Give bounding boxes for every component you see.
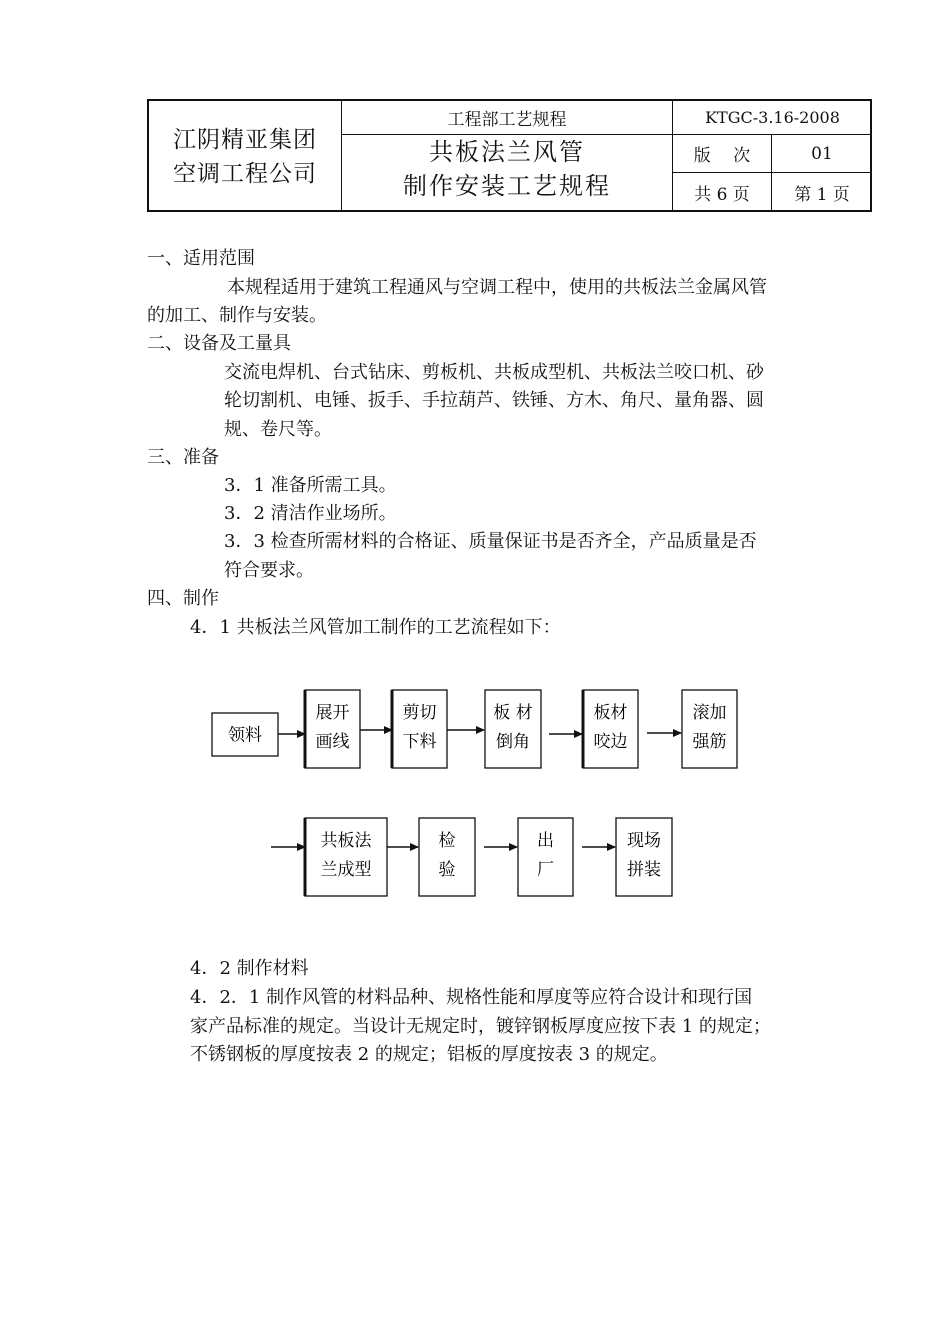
paragraph-line: 规、卷尺等。 [224, 419, 332, 440]
flow-box-label: 下料 [402, 732, 437, 752]
list-item: 3．1 准备所需工具。 [224, 475, 397, 496]
paragraph-line: 家产品标准的规定。当设计无规定时，镀锌钢板厚度应按下表 1 的规定； [190, 1016, 771, 1037]
paragraph-line: 不锈钢板的厚度按表 2 的规定；铝板的厚度按表 3 的规定。 [190, 1044, 668, 1065]
flow-box-label: 验 [438, 860, 456, 880]
flow-box-label: 画线 [315, 732, 350, 752]
paragraph-line: 本规程适用于建筑工程通风与空调工程中，使用的共板法兰金属风管 [227, 277, 767, 298]
section-title: 一、适用范围 [147, 248, 255, 269]
section-title: 三、准备 [147, 447, 219, 468]
list-item: 符合要求。 [224, 560, 314, 581]
flow-box [305, 818, 387, 896]
flow-box [682, 690, 737, 768]
list-item: 3．3 检查所需材料的合格证、质量保证书是否齐全，产品质量是否 [224, 531, 757, 552]
flow-box [392, 690, 447, 768]
flow-box-label: 板材 [593, 703, 628, 723]
version-label: 版 次 [693, 146, 751, 166]
subsection-title: 4．1 共板法兰风管加工制作的工艺流程如下： [190, 617, 561, 638]
paragraph-line: 轮切割机、电锤、扳手、手拉葫芦、铁锤、方木、角尺、量角器、圆 [224, 390, 764, 411]
page-number: 第 1 页 [794, 185, 850, 205]
flow-box-label: 兰成型 [320, 860, 372, 880]
flow-box-label: 板 材 [493, 703, 533, 723]
flow-box-label: 咬边 [593, 732, 628, 752]
list-item: 3．2 清洁作业场所。 [224, 503, 397, 524]
doc-title-line: 制作安装工艺规程 [403, 172, 611, 200]
flow-box [616, 818, 672, 896]
department: 工程部工艺规程 [447, 110, 567, 130]
flow-box-label: 强筋 [692, 732, 727, 752]
company-line: 江阴精亚集团 [173, 126, 317, 153]
flow-box-label: 拼装 [627, 860, 661, 880]
flow-box-label: 倒角 [496, 732, 530, 752]
flow-box [419, 818, 475, 896]
flow-box [518, 818, 573, 896]
flow-box-label: 展开 [315, 703, 350, 723]
version-value: 01 [811, 143, 833, 164]
flow-box-label: 现场 [627, 831, 661, 851]
doc-title-line: 共板法兰风管 [429, 138, 585, 166]
flow-box [485, 690, 541, 768]
section-title: 四、制作 [147, 588, 219, 609]
flow-box-label: 剪切 [402, 703, 437, 723]
paragraph-line: 交流电焊机、台式钻床、剪板机、共板成型机、共板法兰咬口机、砂 [224, 362, 764, 383]
paragraph-line: 的加工、制作与安装。 [147, 305, 327, 326]
company-line: 空调工程公司 [173, 160, 317, 187]
doc-code: KTGC-3.16-2008 [705, 108, 840, 127]
flow-box-label: 共板法 [320, 831, 372, 851]
flow-box [583, 690, 638, 768]
flow-box-label: 检 [438, 831, 456, 851]
subsection-title: 4．2 制作材料 [190, 958, 309, 979]
flow-box-label: 厂 [537, 860, 554, 880]
total-pages: 共 6 页 [694, 185, 750, 205]
flow-box-label: 出 [537, 831, 554, 851]
flow-box [305, 690, 360, 768]
paragraph-line: 4．2．1 制作风管的材料品种、规格性能和厚度等应符合设计和现行国 [190, 987, 753, 1008]
section-title: 二、设备及工量具 [147, 333, 291, 354]
flow-box-label: 滚加 [692, 703, 727, 723]
flow-box-label: 领料 [228, 725, 262, 746]
